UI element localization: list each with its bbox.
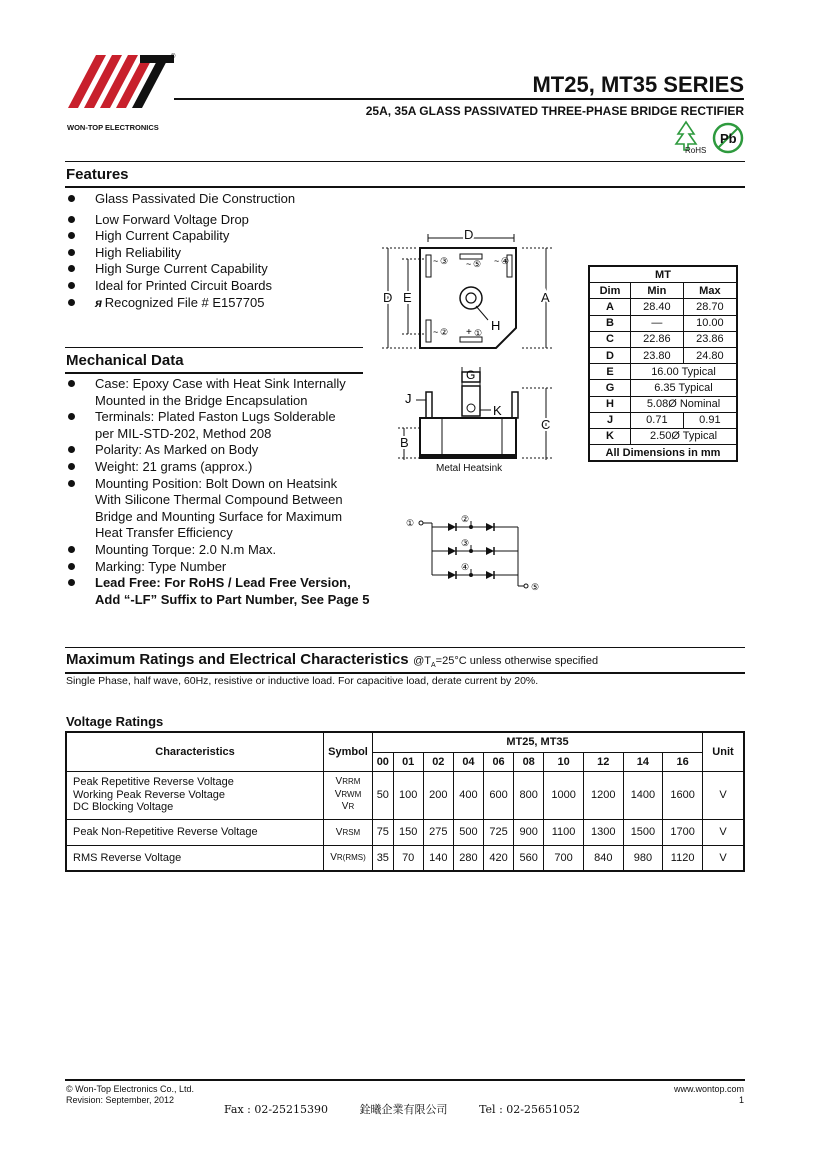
tel-number: Tel : 02-25651052 <box>479 1103 580 1116</box>
svg-text:E: E <box>403 290 412 305</box>
svg-text:②: ② <box>440 327 449 337</box>
list-item: Polarity: As Marked on Body <box>66 442 396 459</box>
code-header: 08 <box>514 752 544 771</box>
code-header: 01 <box>393 752 423 771</box>
svg-text:D: D <box>383 290 393 305</box>
page-number: 1 <box>738 1095 744 1105</box>
svg-text:Pb: Pb <box>720 131 737 146</box>
mechanical-list <box>66 376 396 608</box>
svg-text:~: ~ <box>494 256 500 266</box>
company-logo <box>66 50 178 122</box>
svg-text:®: ® <box>171 54 176 60</box>
list-item: Weight: 21 grams (approx.) <box>66 459 396 476</box>
svg-text:~: ~ <box>466 259 472 269</box>
code-header: 06 <box>484 752 514 771</box>
svg-text:K: K <box>493 403 502 418</box>
footer-right <box>674 1084 744 1106</box>
svg-text:G: G <box>466 368 476 382</box>
list-item: Ideal for Printed Circuit Boards <box>66 278 386 295</box>
list-item: Terminals: Plated Faston Lugs Solderable per MIL-STD-202, Method 208 <box>66 409 396 442</box>
svg-text:⑤: ⑤ <box>473 259 482 269</box>
list-item: Mounting Torque: 2.0 N.m Max. <box>66 542 396 559</box>
svg-text:+: + <box>466 327 472 338</box>
col-symbol: Symbol <box>324 732 373 771</box>
website-link[interactable]: www.wontop.com <box>673 1084 744 1094</box>
svg-text:RoHS: RoHS <box>685 146 707 155</box>
table-row: G 6.35 Typical <box>589 380 737 396</box>
svg-text:⑤: ⑤ <box>531 582 540 592</box>
mechanical-rule-bottom <box>65 372 363 374</box>
row-symbol: VRRM VRWM VR <box>324 771 373 819</box>
table-row: K 2.50Ø Typical <box>589 428 737 444</box>
list-item: High Reliability <box>66 245 386 262</box>
table-row: All Dimensions in mm <box>589 445 737 462</box>
svg-text:①: ① <box>474 328 483 338</box>
code-header: 10 <box>544 752 584 771</box>
ratings-rule-bottom <box>65 672 745 674</box>
code-header: 14 <box>623 752 663 771</box>
table-row: RMS Reverse Voltage VR(RMS) 35 70 140 280 420 560 700 840 980 1120 V <box>66 845 744 871</box>
list-item: ᴙ Recognized File # E157705 <box>66 295 386 312</box>
table-row: Peak Repetitive Reverse Voltage Working Peak Reverse Voltage DC Blocking Voltage VRRM VRWM VR 50 100 200 400 600 800 1000 1200 1400 1600 V <box>66 771 744 819</box>
dim-header: Min <box>631 283 684 299</box>
row-symbol: VR(RMS) <box>324 845 373 871</box>
list-item: High Current Capability <box>66 228 386 245</box>
logo-text: WON-TOP ELECTRONICS <box>67 123 159 132</box>
ratings-rule-top <box>65 647 745 648</box>
svg-text:H: H <box>491 318 501 333</box>
features-list <box>66 191 386 311</box>
list-item: Low Forward Voltage Drop <box>66 212 386 229</box>
table-row: E 16.00 Typical <box>589 364 737 380</box>
ratings-title-row <box>66 651 598 669</box>
list-item: Case: Epoxy Case with Heat Sink Internally Mounted in the Bridge Encapsulation <box>66 376 396 409</box>
list-item: Mounting Position: Bolt Down on Heatsink With Silicone Thermal Compound Between Bridge and Mounting Surface for Maximum Heat Transfer Efficiency <box>66 476 396 542</box>
company-name: 銓曦企業有限公司 <box>359 1103 448 1116</box>
list-item: High Surge Current Capability <box>66 261 386 278</box>
col-unit: Unit <box>703 732 745 771</box>
table-row: H 5.08Ø Nominal <box>589 396 737 412</box>
svg-text:B: B <box>400 435 409 450</box>
table-row: A 28.40 28.70 <box>589 299 737 315</box>
dim-table-package: MT <box>589 266 737 283</box>
col-group: MT25, MT35 <box>373 732 703 752</box>
fax-number: Fax : 02-25215390 <box>224 1103 329 1116</box>
package-outline-diagram <box>376 222 576 482</box>
dim-header: Max <box>683 283 737 299</box>
pb-free-icon <box>712 122 744 154</box>
features-rule-top <box>65 161 745 162</box>
footer-left <box>66 1084 194 1106</box>
svg-text:④: ④ <box>461 562 470 572</box>
distributor-stamp <box>224 1101 580 1117</box>
svg-text:C: C <box>541 417 551 432</box>
page-subtitle: 25A, 35A GLASS PASSIVATED THREE-PHASE BRIDGE RECTIFIER <box>365 104 744 118</box>
mechanical-rule-top <box>65 347 363 348</box>
heatsink-caption: Metal Heatsink <box>436 463 503 474</box>
dim-header: Dim <box>589 283 631 299</box>
table-row: J 0.71 0.91 <box>589 412 737 428</box>
ratings-title: Maximum Ratings and Electrical Characteristics <box>66 651 409 668</box>
ul-mark-icon: ᴙ <box>95 295 102 310</box>
features-title: Features <box>66 166 129 183</box>
row-label: Peak Repetitive Reverse Voltage Working Peak Reverse Voltage DC Blocking Voltage <box>66 771 324 819</box>
title-rule <box>174 98 744 100</box>
list-item: Lead Free: For RoHS / Lead Free Version, Add “-LF” Suffix to Part Number, See Page 5 <box>66 575 396 608</box>
svg-text:④: ④ <box>501 256 510 266</box>
table-row: B — 10.00 <box>589 315 737 331</box>
copyright: © Won-Top Electronics Co., Ltd. <box>66 1084 195 1094</box>
table-row: Peak Non-Repetitive Reverse Voltage VRSM 75 150 275 500 725 900 1100 1300 1500 1700 V <box>66 819 744 845</box>
code-header: 16 <box>663 752 703 771</box>
svg-text:J: J <box>405 391 412 406</box>
voltage-ratings-title: Voltage Ratings <box>66 714 164 729</box>
svg-text:~: ~ <box>433 256 439 266</box>
revision: Revision: September, 2012 <box>66 1095 175 1105</box>
col-characteristics: Characteristics <box>66 732 324 771</box>
svg-text:D: D <box>464 227 474 242</box>
code-header: 00 <box>373 752 394 771</box>
ratings-note: Single Phase, half wave, 60Hz, resistive or inductive load. For capacitive load, derate current by 20%. <box>66 675 539 687</box>
svg-text:①: ① <box>406 518 415 528</box>
code-header: 04 <box>453 752 483 771</box>
ratings-condition: $@T_A=25^\circ C$ unless otherwise specified <box>413 655 599 670</box>
svg-text:②: ② <box>461 514 470 524</box>
features-rule-bottom <box>65 186 745 188</box>
page-title: MT25, MT35 SERIES <box>532 72 744 97</box>
list-item: Marking: Type Number <box>66 559 396 576</box>
code-header: 12 <box>583 752 623 771</box>
row-label: RMS Reverse Voltage <box>66 845 324 871</box>
svg-text:③: ③ <box>461 538 470 548</box>
table-row: D 23.80 24.80 <box>589 347 737 363</box>
rohs-icon <box>674 120 712 156</box>
row-symbol: VRSM <box>324 819 373 845</box>
list-item: Glass Passivated Die Construction <box>66 191 386 208</box>
code-header: 02 <box>423 752 453 771</box>
footer-rule <box>65 1079 745 1081</box>
svg-text:~: ~ <box>433 327 439 337</box>
dimension-table <box>588 265 738 462</box>
svg-text:③: ③ <box>440 256 449 266</box>
voltage-ratings-table <box>65 731 745 872</box>
svg-text:A: A <box>541 290 550 305</box>
row-label: Peak Non-Repetitive Reverse Voltage <box>66 819 324 845</box>
bridge-schematic <box>404 512 544 596</box>
mechanical-title: Mechanical Data <box>66 352 184 369</box>
table-row: C 22.86 23.86 <box>589 331 737 347</box>
